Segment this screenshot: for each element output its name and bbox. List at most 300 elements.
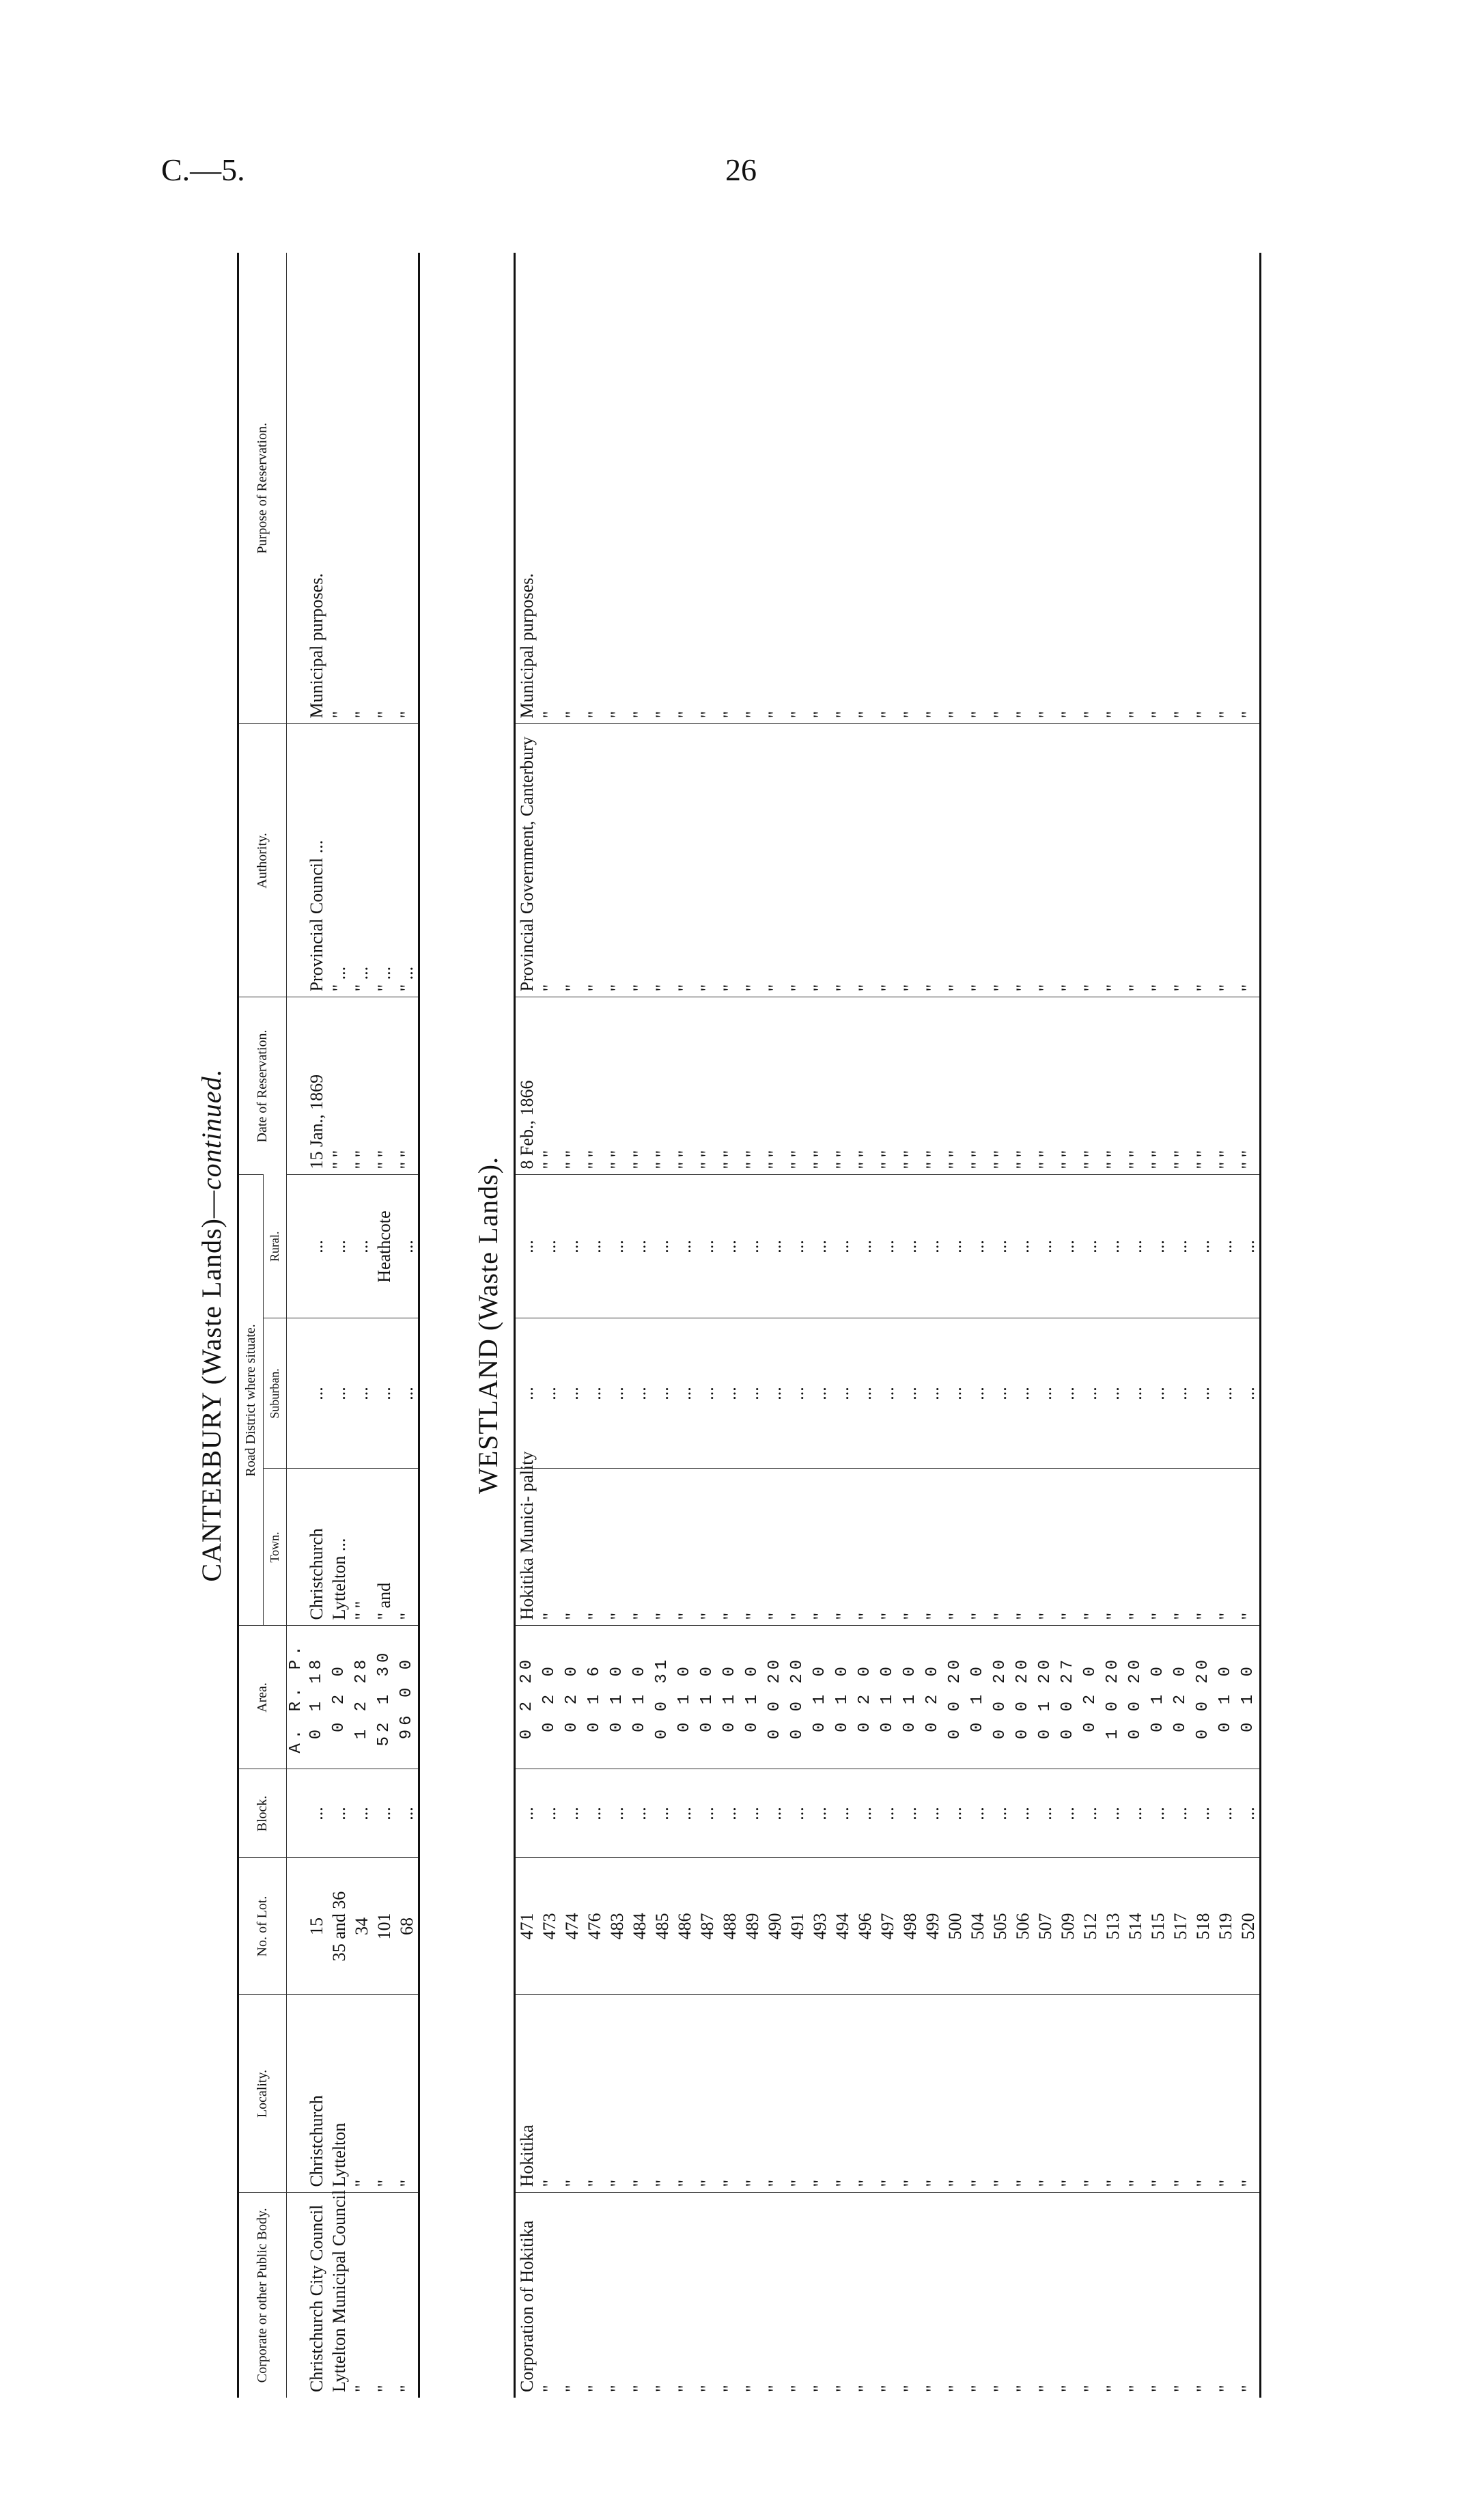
cell-area: 0 1 0 (718, 1626, 741, 1769)
cell-area: 0 2 0 (921, 1626, 944, 1769)
cell-rural: ... (921, 1175, 944, 1318)
cell-authority: " (628, 724, 651, 997)
cell-body: " (786, 2193, 809, 2398)
cell-locality: " (989, 1995, 1011, 2193)
cell-suburban: ... (628, 1318, 651, 1469)
cell-block: ... (899, 1769, 921, 1858)
col-authority-header: Authority. (239, 724, 287, 997)
cell-authority: " ... (328, 724, 350, 997)
table-row (1102, 253, 1124, 2398)
cell-authority: " (1192, 724, 1214, 997)
cell-body: " (741, 2193, 764, 2398)
cell-authority: " (831, 724, 854, 997)
cell-date: " " (606, 997, 628, 1175)
cell-town: Christchurch (305, 1469, 328, 1626)
cell-block: ... (538, 1769, 561, 1858)
cell-authority: " (1124, 724, 1147, 997)
cell-date: " " (966, 997, 989, 1175)
cell-locality: Lyttelton (328, 1995, 350, 2193)
cell-lot: 473 (538, 1858, 561, 1995)
table-row (651, 253, 673, 2398)
cell-body: " (538, 2193, 561, 2398)
cell-body: " (1011, 2193, 1034, 2398)
cell-purpose: " (1170, 710, 1190, 719)
cell-purpose: " (922, 710, 942, 719)
cell-area: 0 2 0 (1169, 1626, 1192, 1769)
table-row (921, 253, 944, 2398)
cell-suburban: ... (305, 1318, 328, 1469)
table-row (373, 253, 395, 2398)
cell-rural: ... (989, 1175, 1011, 1318)
cell-authority: " (1147, 724, 1169, 997)
cell-rural: ... (718, 1175, 741, 1318)
table-row (876, 253, 899, 2398)
table-row (561, 253, 583, 2398)
cell-date: " " (1102, 997, 1124, 1175)
cell-area: 52 1 30 (373, 1626, 395, 1769)
cell-lot: 505 (989, 1858, 1011, 1995)
cell-rural: Heathcote (373, 1175, 395, 1318)
cell-area: 0 1 0 (809, 1626, 831, 1769)
cell-rural: ... (1056, 1175, 1079, 1318)
cell-area: 0 1 0 (899, 1626, 921, 1769)
cell-town: Lyttelton ... (328, 1469, 350, 1626)
cell-block: ... (786, 1769, 809, 1858)
cell-locality: " (718, 1995, 741, 2193)
cell-purpose: " (697, 710, 717, 719)
cell-locality: " (1124, 1995, 1147, 2193)
cell-block: ... (606, 1769, 628, 1858)
cell-rural: ... (966, 1175, 989, 1318)
cell-rural: ... (328, 1175, 350, 1318)
cell-rural: ... (854, 1175, 876, 1318)
page-number: 26 (725, 152, 757, 187)
cell-area: 0 0 31 (651, 1626, 673, 1769)
cell-rural: ... (741, 1175, 764, 1318)
cell-rural: ... (1169, 1175, 1192, 1318)
cell-body: " (606, 2193, 628, 2398)
cell-rural: ... (1102, 1175, 1124, 1318)
cell-suburban: ... (1192, 1318, 1214, 1469)
cell-area: 0 1 0 (606, 1626, 628, 1769)
cell-lot: 509 (1056, 1858, 1079, 1995)
cell-area: 0 1 0 (628, 1626, 651, 1769)
cell-suburban: ... (764, 1318, 786, 1469)
cell-lot: 498 (899, 1858, 921, 1995)
table-row (538, 253, 561, 2398)
cell-block: ... (561, 1769, 583, 1858)
table-row (1124, 253, 1147, 2398)
cell-locality: " (696, 1995, 718, 2193)
cell-locality: " (921, 1995, 944, 2193)
table-row (1147, 253, 1169, 2398)
cell-body: " (1237, 2193, 1259, 2398)
cell-date: " " (373, 997, 395, 1175)
cell-suburban: ... (921, 1318, 944, 1469)
cell-purpose: Municipal purposes. (306, 573, 326, 719)
cell-authority: " (944, 724, 966, 997)
cell-town: " (606, 1469, 628, 1626)
table-row (1011, 253, 1034, 2398)
cell-lot: 494 (831, 1858, 854, 1995)
cell-rural: ... (786, 1175, 809, 1318)
cell-date: " " (1169, 997, 1192, 1175)
cell-lot: 471 (516, 1858, 538, 1995)
cell-suburban: ... (1214, 1318, 1237, 1469)
cell-rural: ... (395, 1175, 418, 1318)
cell-body: " (1056, 2193, 1079, 2398)
cell-purpose: " (990, 710, 1010, 719)
cell-lot: 483 (606, 1858, 628, 1995)
cell-suburban: ... (350, 1318, 373, 1469)
cell-date: " " (1124, 997, 1147, 1175)
cell-suburban: ... (373, 1318, 395, 1469)
cell-rural: ... (696, 1175, 718, 1318)
cell-block: ... (1124, 1769, 1147, 1858)
cell-authority: " (718, 724, 741, 997)
cell-block: ... (764, 1769, 786, 1858)
cell-suburban: ... (741, 1318, 764, 1469)
table-row (1192, 253, 1214, 2398)
cell-area: 1 0 20 (1102, 1626, 1124, 1769)
cell-date: " " (718, 997, 741, 1175)
cell-rural: ... (764, 1175, 786, 1318)
cell-town: " (786, 1469, 809, 1626)
canterbury-title (191, 253, 237, 2398)
col-suburban-header: Suburban. (264, 1318, 287, 1469)
cell-town: " (696, 1469, 718, 1626)
cell-town: " (944, 1469, 966, 1626)
cell-area: 0 0 20 (786, 1626, 809, 1769)
cell-body: " (651, 2193, 673, 2398)
cell-locality: " (741, 1995, 764, 2193)
table-row (583, 253, 606, 2398)
cell-date: " " (1192, 997, 1214, 1175)
cell-suburban: ... (696, 1318, 718, 1469)
cell-date: " " (831, 997, 854, 1175)
cell-locality: " (561, 1995, 583, 2193)
cell-suburban: ... (1147, 1318, 1169, 1469)
cell-lot: 490 (764, 1858, 786, 1995)
cell-purpose: " (1080, 710, 1100, 719)
cell-town: " (1214, 1469, 1237, 1626)
cell-town: " and (373, 1469, 395, 1626)
table-row (628, 253, 651, 2398)
col-town-header: Town. (264, 1469, 287, 1626)
cell-town: " (989, 1469, 1011, 1626)
table-row (718, 253, 741, 2398)
cell-suburban: ... (989, 1318, 1011, 1469)
cell-town: " (1102, 1469, 1124, 1626)
cell-rural: ... (305, 1175, 328, 1318)
cell-authority: " (809, 724, 831, 997)
cell-block: ... (741, 1769, 764, 1858)
cell-area: 0 2 0 (854, 1626, 876, 1769)
cell-suburban: ... (899, 1318, 921, 1469)
cell-date: " " (583, 997, 606, 1175)
cell-locality: " (1034, 1995, 1056, 2193)
cell-authority: " ... (373, 724, 395, 997)
table-row (899, 253, 921, 2398)
cell-lot: 15 (305, 1858, 328, 1995)
cell-lot: 488 (718, 1858, 741, 1995)
cell-body: " (561, 2193, 583, 2398)
cell-rural: ... (876, 1175, 899, 1318)
cell-block: ... (966, 1769, 989, 1858)
cell-body: " (395, 2193, 418, 2398)
table-row (328, 253, 350, 2398)
cell-date: " " (854, 997, 876, 1175)
cell-suburban: ... (1034, 1318, 1056, 1469)
cell-block: ... (1056, 1769, 1079, 1858)
table-row (786, 253, 809, 2398)
cell-lot: 485 (651, 1858, 673, 1995)
cell-authority: " (921, 724, 944, 997)
cell-body: " (583, 2193, 606, 2398)
cell-authority: " (1169, 724, 1192, 997)
cell-town: " (583, 1469, 606, 1626)
cell-suburban: ... (944, 1318, 966, 1469)
cell-town: " (538, 1469, 561, 1626)
cell-town: " " (350, 1469, 373, 1626)
cell-town: " (628, 1469, 651, 1626)
cell-suburban: ... (809, 1318, 831, 1469)
westland-section (468, 253, 1261, 2398)
cell-purpose: " (1102, 710, 1123, 719)
canterbury-section (191, 253, 420, 2398)
cell-authority: " (1011, 724, 1034, 997)
col-purpose-header: Purpose of Reservation. (239, 253, 287, 724)
cell-date: " " (899, 997, 921, 1175)
cell-body: " (1192, 2193, 1214, 2398)
cell-lot: 515 (1147, 1858, 1169, 1995)
cell-area: 0 1 0 (673, 1626, 696, 1769)
cell-town: " (1011, 1469, 1034, 1626)
table-row (696, 253, 718, 2398)
table-row (606, 253, 628, 2398)
cell-area: 0 1 0 (696, 1626, 718, 1769)
cell-date: " " (876, 997, 899, 1175)
cell-locality: " (944, 1995, 966, 2193)
cell-town: " (718, 1469, 741, 1626)
cell-body: " (1079, 2193, 1102, 2398)
cell-rural: ... (1011, 1175, 1034, 1318)
cell-authority: " ... (350, 724, 373, 997)
cell-block: ... (350, 1769, 373, 1858)
cell-body: " (944, 2193, 966, 2398)
cell-body: " (628, 2193, 651, 2398)
cell-body: " (1169, 2193, 1192, 2398)
cell-authority: " ... (395, 724, 418, 997)
cell-area: 0 1 0 (1237, 1626, 1259, 1769)
cell-suburban: ... (831, 1318, 854, 1469)
cell-body: " (989, 2193, 1011, 2398)
cell-authority: " (606, 724, 628, 997)
table-row (1214, 253, 1237, 2398)
cell-suburban: ... (786, 1318, 809, 1469)
cell-date: " " (1011, 997, 1034, 1175)
cell-date: " " (1147, 997, 1169, 1175)
cell-suburban: ... (583, 1318, 606, 1469)
cell-town: " (876, 1469, 899, 1626)
cell-town: " (395, 1469, 418, 1626)
cell-locality: " (1192, 1995, 1214, 2193)
cell-date: " " (395, 997, 418, 1175)
cell-lot: 101 (373, 1858, 395, 1995)
table-row (1056, 253, 1079, 2398)
cell-lot: 68 (395, 1858, 418, 1995)
cell-block: ... (831, 1769, 854, 1858)
cell-purpose: " (328, 710, 349, 719)
cell-town: " (741, 1469, 764, 1626)
cell-suburban: ... (1237, 1318, 1259, 1469)
cell-lot: 520 (1237, 1858, 1259, 1995)
cell-block: ... (583, 1769, 606, 1858)
cell-lot: 486 (673, 1858, 696, 1995)
table-row (764, 253, 786, 2398)
cell-date: " " (1214, 997, 1237, 1175)
cell-lot: 500 (944, 1858, 966, 1995)
cell-suburban: ... (854, 1318, 876, 1469)
cell-area: 0 0 20 (944, 1626, 966, 1769)
cell-lot: 513 (1102, 1858, 1124, 1995)
cell-rural: ... (1124, 1175, 1147, 1318)
cell-authority: " (854, 724, 876, 997)
rotated-table-sheet (191, 253, 1352, 2398)
cell-area: 0 1 0 (966, 1626, 989, 1769)
cell-date: " " (538, 997, 561, 1175)
cell-area: 0 1 18 (305, 1626, 328, 1769)
cell-purpose: " (584, 710, 604, 719)
cell-locality: " (395, 1995, 418, 2193)
cell-body: " (696, 2193, 718, 2398)
cell-rural: ... (1034, 1175, 1056, 1318)
cell-body: " (373, 2193, 395, 2398)
cell-body: " (876, 2193, 899, 2398)
cell-rural: ... (606, 1175, 628, 1318)
cell-lot: 518 (1192, 1858, 1214, 1995)
cell-suburban: ... (328, 1318, 350, 1469)
table-row (395, 253, 418, 2398)
cell-body: " (854, 2193, 876, 2398)
cell-rural: ... (1079, 1175, 1102, 1318)
cell-purpose: " (809, 710, 830, 719)
cell-authority: " (899, 724, 921, 997)
cell-locality: " (764, 1995, 786, 2193)
cell-purpose: " (629, 710, 649, 719)
cell-block: ... (673, 1769, 696, 1858)
cell-locality: " (373, 1995, 395, 2193)
table-row (1169, 253, 1192, 2398)
cell-town: " (1147, 1469, 1169, 1626)
cell-authority: " (583, 724, 606, 997)
col-body-header: Corporate or other Public Body. (239, 2193, 287, 2398)
cell-area: 0 2 0 (328, 1626, 350, 1769)
cell-date: " " (696, 997, 718, 1175)
cell-locality: " (831, 1995, 854, 2193)
cell-area: 0 1 6 (583, 1626, 606, 1769)
cell-body: " (831, 2193, 854, 2398)
table-row (944, 253, 966, 2398)
cell-locality: " (1147, 1995, 1169, 2193)
cell-date: " " (350, 997, 373, 1175)
cell-purpose: " (539, 710, 559, 719)
cell-locality: " (809, 1995, 831, 2193)
cell-date: 8 Feb., 1866 (516, 997, 538, 1175)
cell-rural: ... (1214, 1175, 1237, 1318)
cell-locality: " (1056, 1995, 1079, 2193)
cell-purpose: " (652, 710, 672, 719)
cell-authority: Provincial Council ... (305, 724, 328, 997)
cell-purpose: " (719, 710, 740, 719)
cell-lot: 489 (741, 1858, 764, 1995)
cell-locality: " (350, 1995, 373, 2193)
cell-suburban: ... (673, 1318, 696, 1469)
cell-area: 0 1 0 (831, 1626, 854, 1769)
table-row (350, 253, 373, 2398)
cell-town: " (1192, 1469, 1214, 1626)
cell-authority: " (696, 724, 718, 997)
cell-area: 0 2 20 (516, 1626, 538, 1769)
cell-body: " (1147, 2193, 1169, 2398)
cell-locality: " (1079, 1995, 1102, 2193)
cell-suburban: ... (966, 1318, 989, 1469)
cell-block: ... (1169, 1769, 1192, 1858)
cell-lot: 474 (561, 1858, 583, 1995)
cell-suburban: ... (606, 1318, 628, 1469)
cell-locality: " (1214, 1995, 1237, 2193)
cell-locality: Hokitika (516, 1995, 538, 2193)
table-row (516, 253, 538, 2398)
cell-rural: ... (1147, 1175, 1169, 1318)
cell-lot: 487 (696, 1858, 718, 1995)
canterbury-title-text: CANTERBURY (Waste Lands)— (196, 1190, 227, 1582)
cell-date: " " (741, 997, 764, 1175)
cell-date: " " (673, 997, 696, 1175)
cell-town: " (764, 1469, 786, 1626)
cell-body: " (899, 2193, 921, 2398)
cell-suburban: ... (516, 1318, 538, 1469)
area-units-label: A. R. P. (287, 1626, 306, 1769)
cell-rural: ... (651, 1175, 673, 1318)
cell-town: " (921, 1469, 944, 1626)
cell-block: ... (1192, 1769, 1214, 1858)
cell-suburban: ... (1079, 1318, 1102, 1469)
cell-area: 0 0 20 (764, 1626, 786, 1769)
cell-locality: " (628, 1995, 651, 2193)
cell-area: 1 2 28 (350, 1626, 373, 1769)
cell-purpose: " (1192, 710, 1213, 719)
cell-block: ... (809, 1769, 831, 1858)
cell-rural: ... (538, 1175, 561, 1318)
cell-body: " (1124, 2193, 1147, 2398)
cell-body: " (673, 2193, 696, 2398)
cell-block: ... (328, 1769, 350, 1858)
cell-date: " " (989, 997, 1011, 1175)
cell-locality: " (1011, 1995, 1034, 2193)
cell-suburban: ... (651, 1318, 673, 1469)
cell-authority: " (786, 724, 809, 997)
cell-locality: " (651, 1995, 673, 2193)
cell-body: " (350, 2193, 373, 2398)
table-row (966, 253, 989, 2398)
cell-locality: " (583, 1995, 606, 2193)
cell-block: ... (373, 1769, 395, 1858)
cell-suburban: ... (561, 1318, 583, 1469)
cell-block: ... (921, 1769, 944, 1858)
cell-block: ... (1011, 1769, 1034, 1858)
cell-suburban: ... (1011, 1318, 1034, 1469)
